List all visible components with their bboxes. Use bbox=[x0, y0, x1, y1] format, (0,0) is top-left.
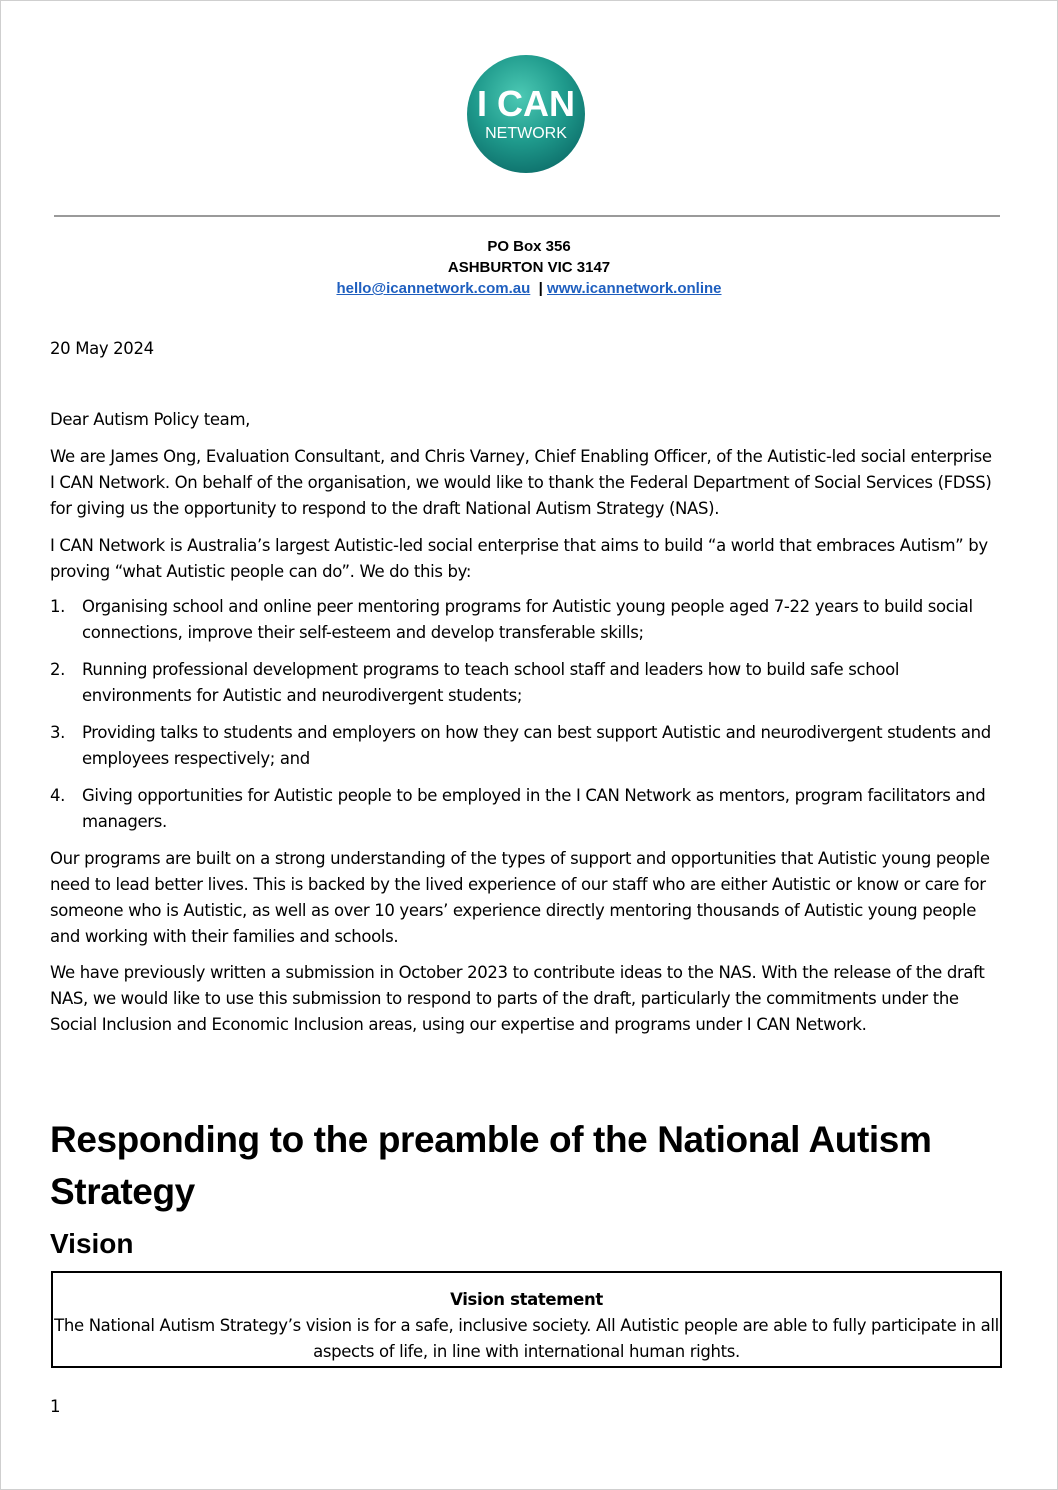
address-block bbox=[0, 236, 1058, 299]
website-link[interactable]: www.icannetwork.online bbox=[547, 280, 722, 297]
activities-list bbox=[50, 594, 995, 846]
contact-separator: | bbox=[538, 280, 543, 297]
list-number: 3. bbox=[50, 723, 66, 742]
po-box: PO Box 356 bbox=[487, 238, 571, 255]
intro-paragraph: We are James Ong, Evaluation Consultant, and Chris Varney, Chief Enabling Officer, of the Autistic-led social enterprise I CAN Network. On behalf of the organisation, we would like to thank the Federal Department of Social Services (FDSS) for giving us the opportunity to respond to the draft National Autism Strategy (NAS). bbox=[50, 447, 992, 518]
letter-date: 20 May 2024 bbox=[50, 339, 154, 358]
list-text: Organising school and online peer mentoring programs for Autistic young people aged 7-22 years to build social connections, improve their self-esteem and develop transferable skills; bbox=[82, 597, 973, 642]
logo-line2: NETWORK bbox=[485, 125, 567, 142]
page-number: 1 bbox=[50, 1397, 61, 1416]
list-item bbox=[50, 657, 995, 709]
programs-paragraph: Our programs are built on a strong understanding of the types of support and opportunities that Autistic young people need to lead better lives. This is backed by the lived experience of our staff who are either Autistic or know or care for someone who is Autistic, as well as over 10 years’ experience directly mentoring thousands of Autistic young people and working with their families and schools. bbox=[50, 849, 990, 946]
vision-statement-box bbox=[51, 1271, 1002, 1368]
vision-text: The National Autism Strategy’s vision is for a safe, inclusive society. All Autistic people are able to fully participate in all aspects of life, in line with international human rights. bbox=[54, 1316, 999, 1361]
email-link[interactable]: hello@icannetwork.com.au bbox=[336, 280, 531, 297]
list-item bbox=[50, 720, 995, 772]
list-text: Running professional development programs to teach school staff and leaders how to build safe school environments for Autistic and neurodivergent students; bbox=[82, 660, 900, 705]
submission-paragraph: We have previously written a submission in October 2023 to contribute ideas to the NAS. With the release of the draft NAS, we would like to use this submission to respond to parts of the draft, particularly the commitments under the Social Inclusion and Economic Inclusion areas, using our expertise and programs under I CAN Network. bbox=[50, 963, 985, 1034]
list-number: 2. bbox=[50, 660, 66, 679]
i-can-network-logo bbox=[466, 54, 586, 174]
list-number: 1. bbox=[50, 597, 66, 616]
list-item bbox=[50, 783, 995, 835]
list-item bbox=[50, 594, 995, 646]
suburb: ASHBURTON VIC 3147 bbox=[447, 259, 611, 276]
list-text: Providing talks to students and employers on how they can best support Autistic and neurodivergent students and employees respectively; and bbox=[82, 723, 991, 768]
salutation: Dear Autism Policy team, bbox=[50, 410, 251, 429]
list-number: 4. bbox=[50, 786, 66, 805]
header-divider bbox=[54, 215, 1000, 217]
organisation-paragraph: I CAN Network is Australia’s largest Autistic-led social enterprise that aims to build “a world that embraces Autism” by proving “what Autistic people can do”. We do this by: bbox=[50, 536, 988, 581]
logo-line1: I CAN bbox=[477, 83, 575, 124]
section-heading: Responding to the preamble of the National Autism Strategy bbox=[50, 1119, 932, 1212]
list-text: Giving opportunities for Autistic people to be employed in the I CAN Network as mentors, program facilitators and managers. bbox=[82, 786, 986, 831]
section-subheading: Vision bbox=[50, 1228, 134, 1259]
contact-line bbox=[0, 278, 1058, 299]
vision-title: Vision statement bbox=[450, 1290, 603, 1309]
